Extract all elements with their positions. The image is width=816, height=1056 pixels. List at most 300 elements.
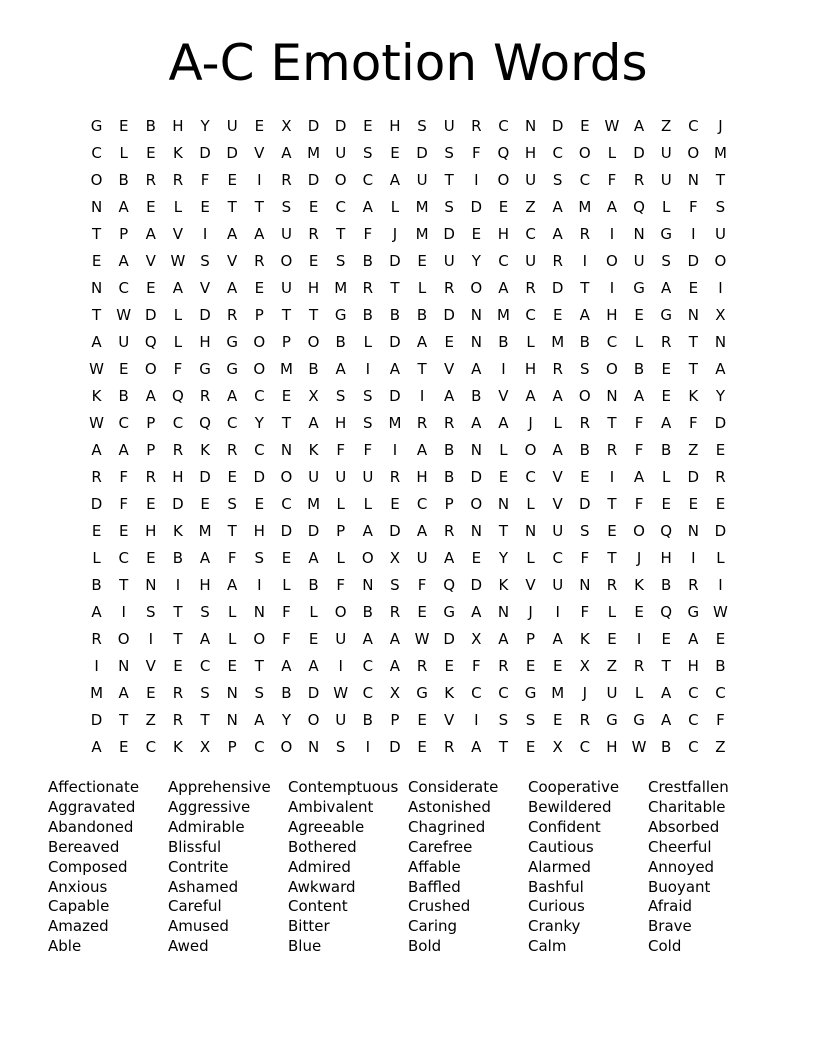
grid-letter[interactable]: N bbox=[633, 225, 645, 243]
grid-letter[interactable]: P bbox=[281, 333, 291, 351]
grid-letter[interactable]: C bbox=[254, 387, 265, 405]
grid-letter[interactable]: Y bbox=[281, 711, 292, 729]
grid-letter[interactable]: B bbox=[416, 306, 428, 324]
grid-letter[interactable]: B bbox=[308, 576, 319, 594]
grid-letter[interactable]: V bbox=[145, 657, 156, 675]
grid-letter[interactable]: H bbox=[389, 117, 401, 135]
grid-letter[interactable]: N bbox=[470, 306, 482, 324]
grid-letter[interactable]: A bbox=[389, 360, 401, 378]
grid-letter[interactable]: M bbox=[307, 144, 321, 162]
grid-letter[interactable]: M bbox=[334, 279, 348, 297]
grid-letter[interactable]: D bbox=[714, 522, 727, 540]
grid-letter[interactable]: E bbox=[498, 198, 509, 216]
grid-letter[interactable]: A bbox=[606, 198, 618, 216]
grid-letter[interactable]: O bbox=[714, 252, 727, 270]
grid-letter[interactable]: G bbox=[416, 684, 428, 702]
grid-letter[interactable]: P bbox=[390, 711, 400, 729]
grid-letter[interactable]: I bbox=[94, 657, 99, 675]
grid-letter[interactable]: A bbox=[552, 387, 563, 405]
grid-letter[interactable]: O bbox=[687, 144, 700, 162]
grid-letter[interactable]: H bbox=[199, 576, 211, 594]
grid-letter[interactable]: A bbox=[145, 225, 156, 243]
grid-letter[interactable]: K bbox=[200, 441, 210, 459]
grid-letter[interactable]: T bbox=[607, 495, 617, 513]
grid-letter[interactable]: R bbox=[254, 252, 265, 270]
grid-letter[interactable]: Z bbox=[688, 441, 699, 459]
grid-letter[interactable]: E bbox=[661, 495, 671, 513]
grid-letter[interactable]: G bbox=[687, 603, 700, 621]
grid-letter[interactable]: A bbox=[118, 252, 129, 270]
grid-letter[interactable]: H bbox=[606, 306, 618, 324]
grid-letter[interactable]: I bbox=[718, 576, 723, 594]
grid-letter[interactable]: E bbox=[227, 468, 237, 486]
grid-letter[interactable]: G bbox=[226, 333, 238, 351]
grid-letter[interactable]: O bbox=[253, 360, 266, 378]
grid-letter[interactable]: B bbox=[91, 576, 102, 594]
grid-letter[interactable]: O bbox=[280, 468, 293, 486]
grid-letter[interactable]: R bbox=[172, 441, 184, 459]
grid-letter[interactable]: R bbox=[389, 468, 401, 486]
grid-letter[interactable]: C bbox=[552, 549, 563, 567]
grid-letter[interactable]: F bbox=[282, 630, 291, 648]
grid-letter[interactable]: U bbox=[362, 468, 374, 486]
grid-letter[interactable]: U bbox=[416, 171, 428, 189]
grid-letter[interactable]: Y bbox=[200, 117, 210, 135]
grid-letter[interactable]: B bbox=[444, 441, 455, 459]
grid-letter[interactable]: E bbox=[146, 495, 156, 513]
grid-letter[interactable]: O bbox=[253, 333, 266, 351]
grid-letter[interactable]: A bbox=[91, 603, 102, 621]
grid-letter[interactable]: E bbox=[417, 738, 427, 756]
grid-letter[interactable]: E bbox=[308, 198, 319, 216]
grid-letter[interactable]: I bbox=[609, 468, 615, 486]
grid-letter[interactable]: K bbox=[308, 441, 319, 459]
grid-letter[interactable]: T bbox=[417, 360, 427, 378]
grid-letter[interactable]: U bbox=[443, 117, 455, 135]
grid-letter[interactable]: A bbox=[362, 522, 373, 540]
grid-letter[interactable]: A bbox=[661, 684, 672, 702]
grid-letter[interactable]: U bbox=[660, 171, 672, 189]
grid-letter[interactable]: C bbox=[254, 441, 265, 459]
grid-letter[interactable]: D bbox=[199, 306, 211, 324]
grid-letter[interactable]: V bbox=[552, 495, 563, 513]
grid-letter[interactable]: S bbox=[200, 603, 210, 621]
grid-letter[interactable]: G bbox=[226, 360, 238, 378]
grid-letter[interactable]: N bbox=[524, 522, 537, 540]
grid-letter[interactable]: M bbox=[388, 414, 402, 432]
grid-letter[interactable]: K bbox=[498, 576, 509, 594]
grid-letter[interactable]: Z bbox=[525, 198, 536, 216]
grid-letter[interactable]: P bbox=[336, 522, 346, 540]
grid-letter[interactable]: G bbox=[199, 360, 211, 378]
grid-letter[interactable]: E bbox=[118, 522, 129, 540]
grid-letter[interactable]: T bbox=[119, 711, 129, 729]
grid-letter[interactable]: O bbox=[524, 441, 537, 459]
grid-letter[interactable]: R bbox=[308, 225, 319, 243]
grid-letter[interactable]: C bbox=[362, 684, 374, 702]
grid-letter[interactable]: S bbox=[254, 549, 265, 567]
grid-letter[interactable]: D bbox=[199, 468, 211, 486]
grid-letter[interactable]: F bbox=[119, 495, 128, 513]
grid-letter[interactable]: E bbox=[227, 657, 237, 675]
grid-letter[interactable]: W bbox=[631, 738, 647, 756]
grid-letter[interactable]: T bbox=[227, 522, 237, 540]
grid-letter[interactable]: H bbox=[307, 279, 320, 297]
grid-letter[interactable]: E bbox=[498, 468, 509, 486]
grid-letter[interactable]: C bbox=[172, 414, 184, 432]
grid-letter[interactable]: R bbox=[552, 360, 563, 378]
grid-letter[interactable]: V bbox=[525, 576, 536, 594]
grid-letter[interactable]: H bbox=[172, 117, 184, 135]
grid-letter[interactable]: M bbox=[551, 684, 565, 702]
grid-letter[interactable]: M bbox=[551, 333, 565, 351]
grid-letter[interactable]: L bbox=[119, 144, 128, 162]
grid-letter[interactable]: E bbox=[146, 684, 156, 702]
grid-letter[interactable]: A bbox=[498, 279, 509, 297]
grid-letter[interactable]: C bbox=[688, 684, 699, 702]
grid-letter[interactable]: C bbox=[118, 549, 129, 567]
grid-letter[interactable]: B bbox=[661, 441, 672, 459]
grid-letter[interactable]: A bbox=[552, 198, 563, 216]
grid-letter[interactable]: C bbox=[579, 738, 591, 756]
grid-letter[interactable]: K bbox=[173, 522, 183, 540]
grid-letter[interactable]: E bbox=[146, 279, 156, 297]
grid-letter[interactable]: N bbox=[226, 684, 238, 702]
grid-letter[interactable]: M bbox=[90, 684, 104, 702]
grid-letter[interactable]: E bbox=[173, 657, 183, 675]
grid-letter[interactable]: K bbox=[634, 576, 644, 594]
grid-letter[interactable]: M bbox=[415, 225, 429, 243]
grid-letter[interactable]: B bbox=[362, 711, 373, 729]
grid-letter[interactable]: K bbox=[688, 387, 699, 405]
grid-letter[interactable]: E bbox=[552, 306, 563, 324]
grid-letter[interactable]: N bbox=[687, 522, 699, 540]
grid-letter[interactable]: D bbox=[687, 468, 700, 486]
grid-letter[interactable]: I bbox=[691, 225, 696, 243]
grid-letter[interactable]: D bbox=[145, 306, 157, 324]
grid-letter[interactable]: L bbox=[607, 144, 617, 162]
grid-letter[interactable]: I bbox=[609, 279, 615, 297]
grid-letter[interactable]: J bbox=[582, 684, 588, 702]
grid-letter[interactable]: T bbox=[444, 171, 454, 189]
grid-letter[interactable]: C bbox=[199, 657, 211, 675]
grid-letter[interactable]: N bbox=[362, 576, 374, 594]
grid-letter[interactable]: R bbox=[416, 414, 428, 432]
grid-letter[interactable]: D bbox=[470, 468, 483, 486]
grid-letter[interactable]: T bbox=[498, 738, 509, 756]
grid-letter[interactable]: R bbox=[91, 630, 102, 648]
grid-letter[interactable]: U bbox=[335, 630, 347, 648]
grid-letter[interactable]: F bbox=[607, 171, 617, 189]
grid-letter[interactable]: B bbox=[172, 549, 184, 567]
grid-letter[interactable]: X bbox=[389, 549, 401, 567]
grid-letter[interactable]: S bbox=[444, 198, 454, 216]
grid-letter[interactable]: M bbox=[713, 144, 727, 162]
grid-letter[interactable]: D bbox=[389, 387, 401, 405]
grid-letter[interactable]: S bbox=[552, 171, 563, 189]
grid-letter[interactable]: T bbox=[336, 225, 346, 243]
grid-letter[interactable]: U bbox=[714, 225, 726, 243]
grid-letter[interactable]: R bbox=[633, 657, 645, 675]
grid-letter[interactable]: C bbox=[498, 117, 509, 135]
grid-letter[interactable]: A bbox=[118, 198, 129, 216]
grid-letter[interactable]: E bbox=[525, 657, 536, 675]
grid-letter[interactable]: Q bbox=[497, 144, 510, 162]
grid-letter[interactable]: T bbox=[119, 576, 129, 594]
grid-letter[interactable]: N bbox=[226, 711, 238, 729]
grid-letter[interactable]: B bbox=[362, 252, 373, 270]
grid-letter[interactable]: V bbox=[145, 252, 156, 270]
grid-letter[interactable]: W bbox=[89, 414, 104, 432]
grid-letter[interactable]: E bbox=[688, 495, 699, 513]
grid-letter[interactable]: U bbox=[416, 549, 428, 567]
grid-letter[interactable]: Q bbox=[633, 198, 645, 216]
grid-letter[interactable]: E bbox=[715, 495, 726, 513]
grid-letter[interactable]: E bbox=[417, 252, 427, 270]
grid-letter[interactable]: M bbox=[307, 495, 321, 513]
grid-letter[interactable]: O bbox=[470, 279, 483, 297]
grid-letter[interactable]: Y bbox=[498, 549, 509, 567]
grid-letter[interactable]: E bbox=[118, 117, 129, 135]
grid-letter[interactable]: R bbox=[172, 711, 184, 729]
grid-letter[interactable]: C bbox=[471, 684, 482, 702]
grid-letter[interactable]: E bbox=[146, 198, 156, 216]
grid-letter[interactable]: D bbox=[307, 171, 320, 189]
grid-letter[interactable]: C bbox=[145, 738, 157, 756]
grid-letter[interactable]: J bbox=[528, 414, 533, 432]
grid-letter[interactable]: T bbox=[498, 522, 509, 540]
grid-letter[interactable]: A bbox=[172, 279, 184, 297]
grid-letter[interactable]: C bbox=[498, 684, 509, 702]
grid-letter[interactable]: E bbox=[471, 549, 482, 567]
grid-letter[interactable]: T bbox=[281, 414, 292, 432]
grid-letter[interactable]: O bbox=[361, 549, 374, 567]
grid-letter[interactable]: C bbox=[579, 171, 591, 189]
grid-letter[interactable]: F bbox=[363, 441, 373, 459]
grid-letter[interactable]: L bbox=[363, 495, 372, 513]
grid-letter[interactable]: C bbox=[118, 279, 129, 297]
grid-letter[interactable]: N bbox=[145, 576, 157, 594]
grid-letter[interactable]: I bbox=[691, 549, 696, 567]
grid-letter[interactable]: C bbox=[362, 171, 374, 189]
grid-letter[interactable]: O bbox=[334, 603, 347, 621]
grid-letter[interactable]: R bbox=[633, 171, 645, 189]
grid-letter[interactable]: D bbox=[443, 630, 455, 648]
grid-letter[interactable]: G bbox=[633, 711, 645, 729]
grid-letter[interactable]: R bbox=[688, 576, 699, 594]
grid-letter[interactable]: D bbox=[551, 279, 564, 297]
grid-letter[interactable]: N bbox=[90, 279, 103, 297]
grid-letter[interactable]: E bbox=[661, 630, 671, 648]
grid-letter[interactable]: T bbox=[715, 171, 726, 189]
grid-letter[interactable]: W bbox=[713, 603, 728, 621]
grid-letter[interactable]: S bbox=[200, 252, 210, 270]
grid-letter[interactable]: A bbox=[471, 738, 482, 756]
grid-letter[interactable]: F bbox=[471, 657, 481, 675]
grid-letter[interactable]: J bbox=[718, 117, 723, 135]
grid-letter[interactable]: R bbox=[281, 171, 292, 189]
grid-letter[interactable]: D bbox=[389, 252, 401, 270]
grid-letter[interactable]: D bbox=[334, 117, 347, 135]
grid-letter[interactable]: D bbox=[307, 684, 320, 702]
grid-letter[interactable]: X bbox=[199, 738, 211, 756]
grid-letter[interactable]: F bbox=[227, 549, 237, 567]
grid-letter[interactable]: C bbox=[281, 495, 292, 513]
grid-letter[interactable]: G bbox=[524, 684, 537, 702]
grid-letter[interactable]: C bbox=[525, 306, 536, 324]
grid-letter[interactable]: A bbox=[227, 576, 238, 594]
grid-letter[interactable]: A bbox=[552, 441, 563, 459]
grid-letter[interactable]: Q bbox=[172, 387, 184, 405]
grid-letter[interactable]: L bbox=[92, 549, 101, 567]
grid-letter[interactable]: A bbox=[389, 657, 401, 675]
grid-letter[interactable]: F bbox=[471, 144, 481, 162]
grid-letter[interactable]: A bbox=[308, 657, 319, 675]
grid-letter[interactable]: O bbox=[497, 171, 510, 189]
grid-letter[interactable]: E bbox=[390, 144, 400, 162]
grid-letter[interactable]: D bbox=[470, 198, 483, 216]
grid-letter[interactable]: G bbox=[660, 306, 672, 324]
grid-letter[interactable]: X bbox=[389, 684, 401, 702]
grid-letter[interactable]: T bbox=[254, 198, 264, 216]
grid-letter[interactable]: Z bbox=[715, 738, 726, 756]
grid-letter[interactable]: I bbox=[121, 603, 126, 621]
grid-letter[interactable]: R bbox=[91, 468, 102, 486]
grid-letter[interactable]: B bbox=[715, 657, 726, 675]
grid-letter[interactable]: T bbox=[580, 279, 590, 297]
grid-letter[interactable]: E bbox=[254, 279, 265, 297]
grid-letter[interactable]: T bbox=[607, 549, 617, 567]
grid-letter[interactable]: F bbox=[688, 414, 698, 432]
grid-letter[interactable]: A bbox=[308, 414, 319, 432]
grid-letter[interactable]: N bbox=[118, 657, 130, 675]
grid-letter[interactable]: A bbox=[444, 387, 455, 405]
grid-letter[interactable]: R bbox=[715, 468, 726, 486]
grid-letter[interactable]: R bbox=[443, 738, 455, 756]
grid-letter[interactable]: D bbox=[389, 738, 401, 756]
grid-letter[interactable]: X bbox=[281, 117, 292, 135]
grid-letter[interactable]: P bbox=[146, 441, 156, 459]
grid-letter[interactable]: D bbox=[714, 414, 727, 432]
grid-letter[interactable]: N bbox=[90, 198, 103, 216]
grid-letter[interactable]: Q bbox=[660, 603, 673, 621]
grid-letter[interactable]: U bbox=[118, 333, 130, 351]
grid-letter[interactable]: H bbox=[687, 657, 699, 675]
grid-letter[interactable]: H bbox=[524, 360, 537, 378]
grid-letter[interactable]: N bbox=[470, 522, 482, 540]
grid-letter[interactable]: L bbox=[634, 333, 644, 351]
grid-letter[interactable]: F bbox=[336, 441, 345, 459]
grid-letter[interactable]: S bbox=[363, 144, 373, 162]
grid-letter[interactable]: L bbox=[173, 306, 183, 324]
grid-letter[interactable]: A bbox=[362, 198, 373, 216]
grid-letter[interactable]: Z bbox=[606, 657, 618, 675]
grid-letter[interactable]: A bbox=[633, 468, 645, 486]
grid-letter[interactable]: C bbox=[715, 684, 726, 702]
grid-letter[interactable]: S bbox=[146, 603, 156, 621]
grid-letter[interactable]: M bbox=[279, 360, 293, 378]
grid-letter[interactable]: L bbox=[390, 198, 400, 216]
grid-letter[interactable]: U bbox=[633, 252, 645, 270]
grid-letter[interactable]: E bbox=[525, 738, 536, 756]
grid-letter[interactable]: C bbox=[525, 468, 536, 486]
grid-letter[interactable]: F bbox=[119, 468, 128, 486]
grid-letter[interactable]: E bbox=[417, 711, 427, 729]
grid-letter[interactable]: O bbox=[606, 252, 618, 270]
grid-letter[interactable]: E bbox=[688, 279, 699, 297]
grid-letter[interactable]: V bbox=[444, 711, 455, 729]
grid-letter[interactable]: E bbox=[200, 495, 210, 513]
grid-letter[interactable]: E bbox=[634, 603, 644, 621]
grid-letter[interactable]: J bbox=[528, 603, 533, 621]
grid-letter[interactable]: A bbox=[227, 279, 238, 297]
grid-letter[interactable]: E bbox=[634, 306, 644, 324]
grid-letter[interactable]: G bbox=[606, 711, 618, 729]
grid-letter[interactable]: W bbox=[170, 252, 186, 270]
grid-letter[interactable]: R bbox=[660, 333, 672, 351]
grid-letter[interactable]: W bbox=[604, 117, 620, 135]
grid-letter[interactable]: C bbox=[118, 414, 129, 432]
grid-letter[interactable]: O bbox=[606, 360, 618, 378]
grid-letter[interactable]: I bbox=[257, 576, 262, 594]
grid-letter[interactable]: L bbox=[662, 468, 671, 486]
grid-letter[interactable]: P bbox=[146, 414, 156, 432]
grid-letter[interactable]: O bbox=[280, 738, 293, 756]
grid-letter[interactable]: F bbox=[688, 198, 698, 216]
grid-letter[interactable]: A bbox=[444, 549, 455, 567]
grid-letter[interactable]: I bbox=[419, 387, 425, 405]
grid-letter[interactable]: V bbox=[254, 144, 265, 162]
grid-letter[interactable]: X bbox=[308, 387, 319, 405]
grid-letter[interactable]: V bbox=[172, 225, 184, 243]
grid-letter[interactable]: O bbox=[144, 360, 157, 378]
grid-letter[interactable]: S bbox=[498, 711, 509, 729]
grid-letter[interactable]: A bbox=[498, 630, 509, 648]
grid-letter[interactable]: E bbox=[308, 630, 319, 648]
grid-letter[interactable]: E bbox=[118, 738, 129, 756]
grid-letter[interactable]: R bbox=[606, 576, 618, 594]
grid-letter[interactable]: D bbox=[226, 144, 238, 162]
grid-letter[interactable]: D bbox=[90, 711, 103, 729]
grid-letter[interactable]: C bbox=[606, 333, 618, 351]
grid-letter[interactable]: T bbox=[281, 306, 292, 324]
grid-letter[interactable]: B bbox=[335, 333, 346, 351]
grid-letter[interactable]: I bbox=[718, 279, 723, 297]
grid-letter[interactable]: D bbox=[579, 495, 591, 513]
grid-letter[interactable]: B bbox=[118, 171, 129, 189]
grid-letter[interactable]: E bbox=[471, 225, 482, 243]
grid-letter[interactable]: P bbox=[119, 225, 129, 243]
grid-letter[interactable]: O bbox=[280, 252, 293, 270]
grid-letter[interactable]: U bbox=[308, 468, 320, 486]
grid-letter[interactable]: A bbox=[416, 522, 428, 540]
grid-letter[interactable]: C bbox=[362, 657, 374, 675]
grid-letter[interactable]: L bbox=[634, 684, 644, 702]
grid-letter[interactable]: R bbox=[172, 684, 184, 702]
grid-letter[interactable]: E bbox=[552, 657, 563, 675]
grid-letter[interactable]: E bbox=[715, 441, 726, 459]
grid-letter[interactable]: T bbox=[91, 306, 102, 324]
grid-letter[interactable]: J bbox=[392, 225, 398, 243]
grid-letter[interactable]: K bbox=[444, 684, 455, 702]
grid-letter[interactable]: U bbox=[552, 522, 564, 540]
grid-letter[interactable]: B bbox=[471, 387, 482, 405]
grid-letter[interactable]: I bbox=[392, 441, 398, 459]
grid-letter[interactable]: N bbox=[470, 441, 482, 459]
grid-letter[interactable]: P bbox=[254, 306, 264, 324]
grid-letter[interactable]: L bbox=[336, 549, 345, 567]
grid-letter[interactable]: F bbox=[634, 441, 644, 459]
